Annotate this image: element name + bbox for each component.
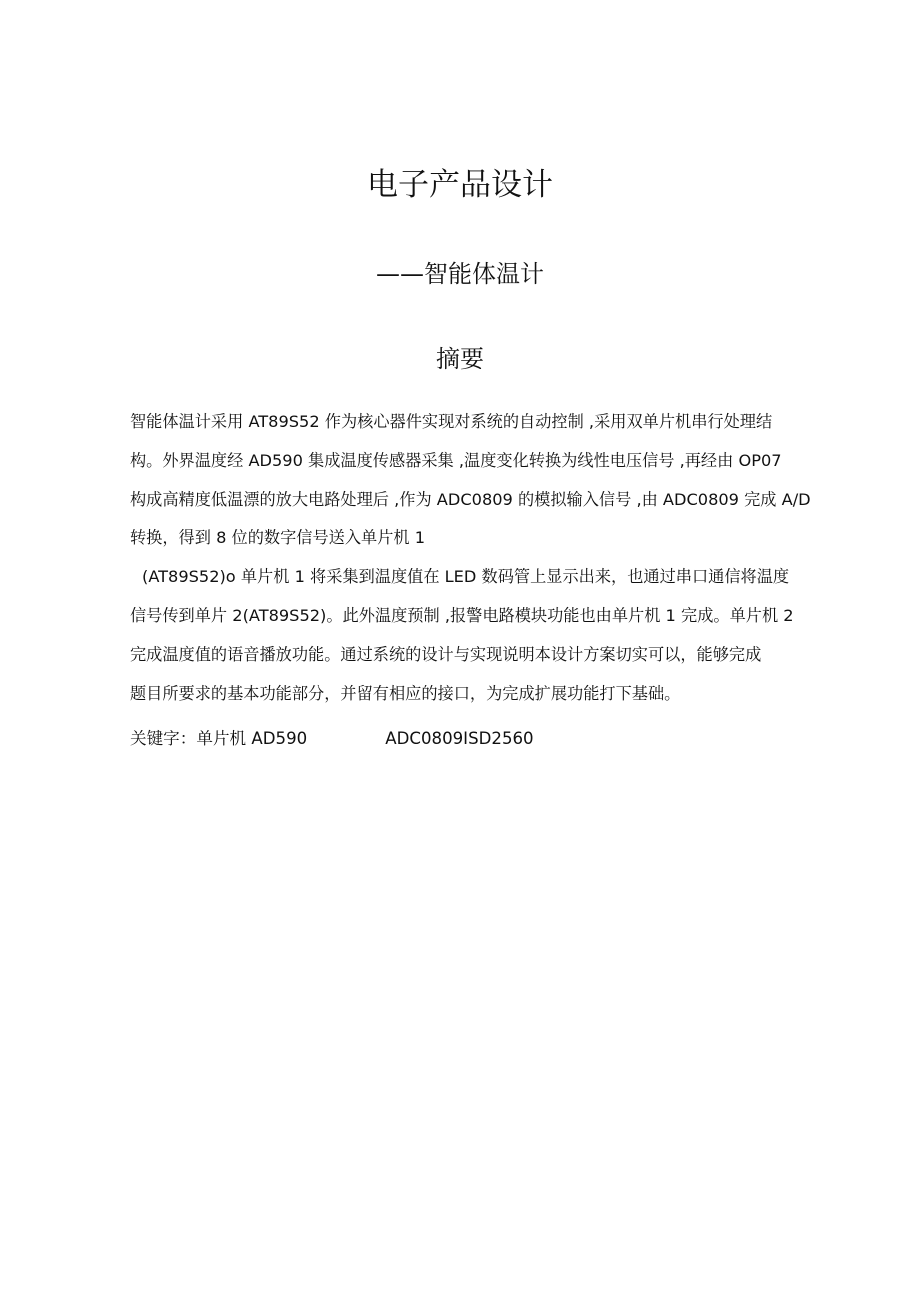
abstract-line: 题目所要求的基本功能部分，并留有相应的接口，为完成扩展功能打下基础。	[130, 683, 681, 703]
abstract-line: 转换，得到 8 位的数字信号送入单片机 1	[130, 528, 426, 548]
abstract-line: 智能体温计采用 AT89S52 作为核心器件实现对系统的自动控制 ,采用双单片机串行处理结	[130, 412, 773, 431]
keywords-values: ADC0809ISD2560	[385, 729, 534, 748]
abstract-line: (AT89S52)o 单片机 1 将采集到温度值在 LED 数码管上显示出来，也通过串口通信将温度	[142, 567, 790, 587]
document-subtitle: ——智能体温计	[376, 260, 544, 288]
abstract-line: 信号传到单片 2(AT89S52)。此外温度预制 ,报警电路模块功能也由单片机 1 完成。单片机 2	[130, 605, 794, 625]
abstract-heading: 摘要	[436, 345, 484, 373]
keywords-line	[130, 724, 534, 754]
document-title: 电子产品设计	[367, 167, 553, 203]
abstract-line: 构。外界温度经 AD590 集成温度传感器采集 ,温度变化转换为线性电压信号 ,再经由 OP07	[130, 450, 782, 470]
keywords-label: 关键字：单片机 AD590	[130, 729, 308, 748]
abstract-line: 完成温度值的语音播放功能。通过系统的设计与实现说明本设计方案切实可以，能够完成	[130, 644, 762, 664]
abstract-line: 构成高精度低温漂的放大电路处理后 ,作为 ADC0809 的模拟输入信号 ,由 ADC0809 完成 A/D	[130, 489, 811, 509]
abstract-body	[130, 403, 811, 713]
